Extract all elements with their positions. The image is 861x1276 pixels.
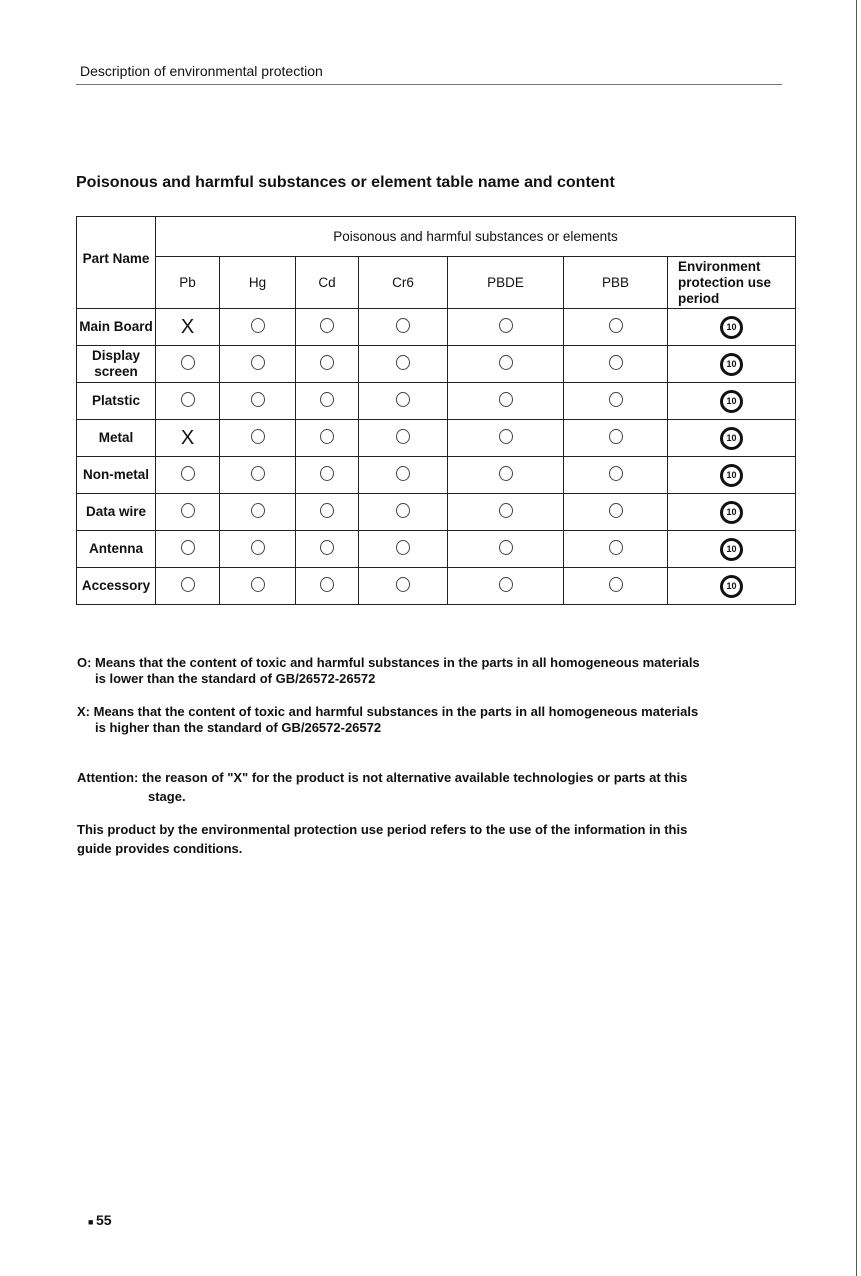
period-cell bbox=[668, 457, 796, 494]
substance-cell bbox=[359, 346, 448, 383]
substance-cell bbox=[448, 568, 564, 605]
recycle-10-icon: 10 bbox=[720, 464, 743, 487]
part-name: Antenna bbox=[77, 531, 156, 568]
column-header-hg: Hg bbox=[220, 257, 296, 309]
circle-mark-icon bbox=[320, 466, 334, 481]
substance-cell bbox=[448, 457, 564, 494]
circle-mark-icon bbox=[320, 392, 334, 407]
circle-mark-icon bbox=[251, 392, 265, 407]
substance-cell bbox=[564, 457, 668, 494]
circle-mark-icon bbox=[251, 466, 265, 481]
page-number-text: 55 bbox=[95, 1212, 112, 1228]
circle-mark-icon bbox=[396, 503, 410, 518]
substance-cell bbox=[359, 383, 448, 420]
circle-mark-icon bbox=[320, 540, 334, 555]
circle-mark-icon bbox=[396, 577, 410, 592]
recycle-10-icon: 10 bbox=[720, 501, 743, 524]
substance-cell bbox=[564, 346, 668, 383]
circle-mark-icon bbox=[609, 392, 623, 407]
part-name-header: Part Name bbox=[77, 217, 156, 309]
circle-mark-icon bbox=[499, 540, 513, 555]
substance-cell bbox=[220, 383, 296, 420]
recycle-10-icon: 10 bbox=[720, 390, 743, 413]
recycle-10-icon: 10 bbox=[720, 575, 743, 598]
table-row bbox=[77, 346, 796, 383]
substance-cell bbox=[448, 531, 564, 568]
circle-mark-icon bbox=[396, 355, 410, 370]
circle-mark-icon bbox=[609, 429, 623, 444]
header-rule bbox=[76, 84, 782, 85]
substance-cell bbox=[156, 494, 220, 531]
substance-cell bbox=[156, 346, 220, 383]
period-header: Environment protection use period bbox=[668, 257, 796, 309]
substance-cell bbox=[359, 568, 448, 605]
substance-cell bbox=[359, 309, 448, 346]
recycle-10-icon: 10 bbox=[720, 353, 743, 376]
circle-mark-icon bbox=[499, 318, 513, 333]
period-cell bbox=[668, 494, 796, 531]
table-row bbox=[77, 568, 796, 605]
period-cell bbox=[668, 346, 796, 383]
substance-cell bbox=[156, 457, 220, 494]
substance-cell bbox=[359, 494, 448, 531]
note-o-line1: O: Means that the content of toxic and harmful substances in the parts in all homogeneous materials bbox=[77, 655, 700, 670]
substance-cell bbox=[564, 531, 668, 568]
circle-mark-icon bbox=[181, 503, 195, 518]
substance-cell bbox=[448, 309, 564, 346]
period-line1: This product by the environmental protection use period refers to the use of the information in this bbox=[77, 822, 688, 837]
recycle-10-icon: 10 bbox=[720, 316, 743, 339]
part-name: Metal bbox=[77, 420, 156, 457]
circle-mark-icon bbox=[320, 503, 334, 518]
substance-cell bbox=[359, 457, 448, 494]
section-header: Description of environmental protection bbox=[80, 63, 323, 79]
circle-mark-icon bbox=[396, 429, 410, 444]
circle-mark-icon bbox=[499, 466, 513, 481]
column-header-pbde: PBDE bbox=[448, 257, 564, 309]
group-header: Poisonous and harmful substances or elements bbox=[156, 217, 796, 257]
substance-cell bbox=[296, 420, 359, 457]
substance-cell bbox=[220, 309, 296, 346]
circle-mark-icon bbox=[609, 355, 623, 370]
circle-mark-icon bbox=[499, 392, 513, 407]
circle-mark-icon bbox=[181, 392, 195, 407]
x-mark: X bbox=[180, 426, 195, 449]
column-header-cd: Cd bbox=[296, 257, 359, 309]
substance-cell bbox=[564, 309, 668, 346]
circle-mark-icon bbox=[609, 577, 623, 592]
recycle-10-icon: 10 bbox=[720, 538, 743, 561]
circle-mark-icon bbox=[320, 318, 334, 333]
substance-cell bbox=[156, 383, 220, 420]
substance-cell bbox=[564, 420, 668, 457]
circle-mark-icon bbox=[499, 429, 513, 444]
circle-mark-icon bbox=[609, 466, 623, 481]
substance-cell bbox=[296, 457, 359, 494]
substance-cell bbox=[296, 568, 359, 605]
circle-mark-icon bbox=[251, 503, 265, 518]
circle-mark-icon bbox=[251, 429, 265, 444]
circle-mark-icon bbox=[251, 318, 265, 333]
page-edge bbox=[856, 0, 857, 1276]
substance-cell bbox=[156, 420, 220, 457]
substance-cell bbox=[564, 383, 668, 420]
substance-cell bbox=[220, 457, 296, 494]
table-row bbox=[77, 494, 796, 531]
part-name: Main Board bbox=[77, 309, 156, 346]
table-row bbox=[77, 457, 796, 494]
attention-line1: Attention: the reason of "X" for the product is not alternative available technologies or parts at this bbox=[77, 770, 688, 785]
circle-mark-icon bbox=[320, 429, 334, 444]
substance-cell bbox=[220, 420, 296, 457]
recycle-10-icon: 10 bbox=[720, 427, 743, 450]
circle-mark-icon bbox=[609, 318, 623, 333]
table-row bbox=[77, 420, 796, 457]
circle-mark-icon bbox=[499, 355, 513, 370]
substance-cell bbox=[296, 494, 359, 531]
substances-table bbox=[76, 216, 796, 605]
part-name: Display screen bbox=[77, 346, 156, 383]
period-line2: guide provides conditions. bbox=[77, 841, 243, 856]
period-cell bbox=[668, 383, 796, 420]
circle-mark-icon bbox=[499, 503, 513, 518]
substance-cell bbox=[448, 420, 564, 457]
table-row bbox=[77, 531, 796, 568]
part-name: Accessory bbox=[77, 568, 156, 605]
part-name: Non-metal bbox=[77, 457, 156, 494]
note-o-line2: is lower than the standard of GB/26572-26572 bbox=[95, 671, 376, 686]
circle-mark-icon bbox=[181, 466, 195, 481]
x-mark: X bbox=[180, 315, 195, 338]
column-header-pb: Pb bbox=[156, 257, 220, 309]
circle-mark-icon bbox=[396, 540, 410, 555]
substance-cell bbox=[448, 346, 564, 383]
circle-mark-icon bbox=[396, 318, 410, 333]
substance-cell bbox=[296, 346, 359, 383]
substance-cell bbox=[156, 568, 220, 605]
substance-cell bbox=[448, 494, 564, 531]
note-x-line2: is higher than the standard of GB/26572-26572 bbox=[95, 720, 382, 735]
column-header-pbb: PBB bbox=[564, 257, 668, 309]
substance-cell bbox=[359, 531, 448, 568]
period-cell bbox=[668, 420, 796, 457]
substance-cell bbox=[156, 309, 220, 346]
substance-cell bbox=[156, 531, 220, 568]
substance-cell bbox=[296, 383, 359, 420]
circle-mark-icon bbox=[251, 355, 265, 370]
circle-mark-icon bbox=[251, 540, 265, 555]
substance-cell bbox=[296, 531, 359, 568]
part-name: Data wire bbox=[77, 494, 156, 531]
period-cell bbox=[668, 568, 796, 605]
substance-cell bbox=[296, 309, 359, 346]
circle-mark-icon bbox=[609, 540, 623, 555]
substance-cell bbox=[564, 494, 668, 531]
circle-mark-icon bbox=[320, 355, 334, 370]
period-cell bbox=[668, 309, 796, 346]
table-row bbox=[77, 383, 796, 420]
substance-cell bbox=[220, 346, 296, 383]
circle-mark-icon bbox=[181, 540, 195, 555]
circle-mark-icon bbox=[181, 577, 195, 592]
substance-cell bbox=[448, 383, 564, 420]
substance-cell bbox=[220, 531, 296, 568]
circle-mark-icon bbox=[396, 392, 410, 407]
substance-cell bbox=[220, 568, 296, 605]
circle-mark-icon bbox=[396, 466, 410, 481]
circle-mark-icon bbox=[181, 355, 195, 370]
note-x-line1: X: Means that the content of toxic and harmful substances in the parts in all homogeneous materials bbox=[77, 704, 699, 719]
column-header-cr6: Cr6 bbox=[359, 257, 448, 309]
substance-cell bbox=[359, 420, 448, 457]
circle-mark-icon bbox=[609, 503, 623, 518]
period-cell bbox=[668, 531, 796, 568]
page-number: ■ 55 bbox=[88, 1212, 112, 1228]
substance-cell bbox=[564, 568, 668, 605]
circle-mark-icon bbox=[320, 577, 334, 592]
part-name: Platstic bbox=[77, 383, 156, 420]
substance-cell bbox=[220, 494, 296, 531]
table-title: Poisonous and harmful substances or element table name and content bbox=[76, 174, 615, 191]
attention-line2: stage. bbox=[148, 789, 186, 804]
circle-mark-icon bbox=[499, 577, 513, 592]
circle-mark-icon bbox=[251, 577, 265, 592]
table-row bbox=[77, 309, 796, 346]
